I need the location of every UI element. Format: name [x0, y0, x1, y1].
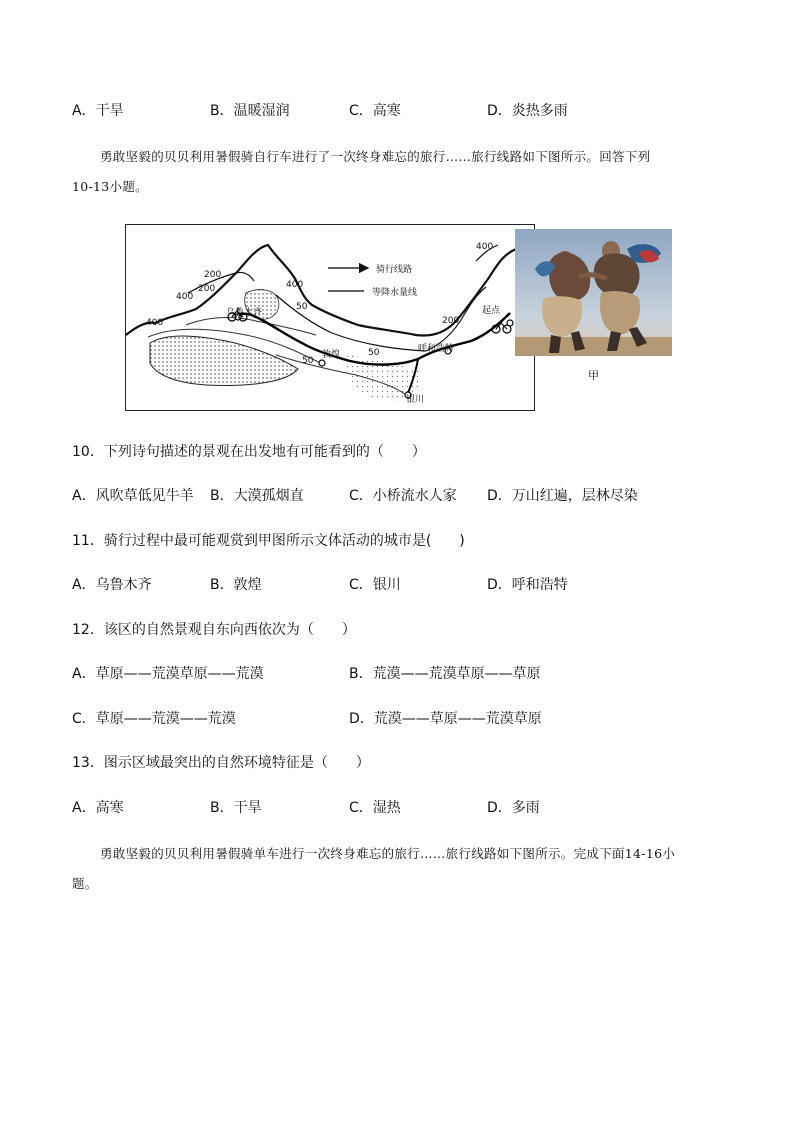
q13-stem: 13．图示区域最突出的自然环境特征是（ ） — [72, 755, 370, 771]
wrestling-photo — [515, 229, 672, 356]
option-a: A．干旱 — [72, 103, 124, 119]
label-iso-200-w: 200 — [198, 284, 216, 294]
border-line — [126, 243, 535, 336]
label-iso-200-nw: 200 — [204, 270, 222, 280]
option-b: B．温暖湿润 — [210, 103, 290, 119]
intro-paragraph-1 — [72, 142, 722, 202]
q10-option-b: B．大漠孤烟直 — [210, 488, 304, 504]
label-iso-400-sw: 400 — [146, 318, 164, 328]
legend-isohyet-label: 等降水量线 — [372, 288, 418, 298]
label-hohhot: 呼和浩特 — [418, 344, 455, 354]
photo-label: 甲 — [588, 369, 599, 382]
label-iso-200-e: 200 — [442, 316, 460, 326]
q13-option-a: A．高寒 — [72, 800, 124, 816]
intro-1-line-a: 勇敢坚毅的贝贝利用暑假骑自行车进行了一次终身难忘的旅行……旅行线路如下图所示。回答下列 — [100, 149, 651, 164]
label-start: 起点 — [482, 306, 501, 316]
label-iso-50-sw: 50 — [302, 356, 314, 366]
option-c: C．高寒 — [349, 103, 401, 119]
route-map-svg — [126, 225, 535, 411]
label-iso-50-n: 50 — [296, 302, 308, 312]
q13-option-d: D．多雨 — [487, 800, 540, 816]
route-map — [125, 224, 535, 411]
q11-option-a: A．乌鲁木齐 — [72, 577, 152, 593]
intro-2-line-a: 勇敢坚毅的贝贝利用暑假骑单车进行一次终身难忘的旅行……旅行线路如下图所示。完成下面14-16小 — [100, 846, 676, 861]
q10-option-c: C．小桥流水人家 — [349, 488, 457, 504]
wrestling-photo-svg — [515, 229, 672, 356]
q12-stem: 12．该区的自然景观自东向西依次为（ ） — [72, 622, 356, 638]
q11-option-b: B．敦煌 — [210, 577, 262, 593]
label-yinchuan: 银川 — [406, 395, 425, 405]
label-iso-400-ne: 400 — [476, 242, 494, 252]
q12-option-c: C．草原——荒漠——荒漠 — [72, 711, 236, 727]
q12-option-b: B．荒漠——荒漠草原——草原 — [349, 666, 541, 682]
dunhuang-point — [319, 360, 325, 366]
q10-option-a: A．风吹草低见牛羊 — [72, 488, 194, 504]
intro-2-line-b: 题。 — [72, 876, 98, 891]
q11-option-d: D．呼和浩特 — [487, 577, 568, 593]
legend-route-label: 骑行线路 — [376, 265, 413, 275]
q12-option-d: D．荒漠——草原——荒漠草原 — [349, 711, 542, 727]
option-d: D．炎热多雨 — [487, 103, 568, 119]
q11-option-c: C．银川 — [349, 577, 401, 593]
tianshan-contour — [186, 318, 316, 335]
label-iso-400-w: 400 — [176, 292, 194, 302]
label-urumqi: 乌鲁木齐 — [226, 308, 263, 318]
q12-option-a: A．草原——荒漠草原——荒漠 — [72, 666, 264, 682]
q13-option-b: B．干旱 — [210, 800, 262, 816]
q10-option-d: D．万山红遍，层林尽染 — [487, 488, 638, 504]
q13-option-c: C．湿热 — [349, 800, 401, 816]
q11-stem: 11．骑行过程中最可能观赏到甲图所示文体活动的城市是( ) — [72, 533, 465, 549]
q10-stem: 10．下列诗句描述的景观在出发地有可能看到的（ ） — [72, 444, 426, 460]
label-iso-50-c: 50 — [368, 348, 380, 358]
intro-1-line-b: 10-13小题。 — [72, 179, 148, 194]
label-iso-400-n: 400 — [286, 280, 304, 290]
intro-paragraph-2 — [72, 839, 722, 899]
label-dunhuang: 敦煌 — [322, 350, 341, 360]
